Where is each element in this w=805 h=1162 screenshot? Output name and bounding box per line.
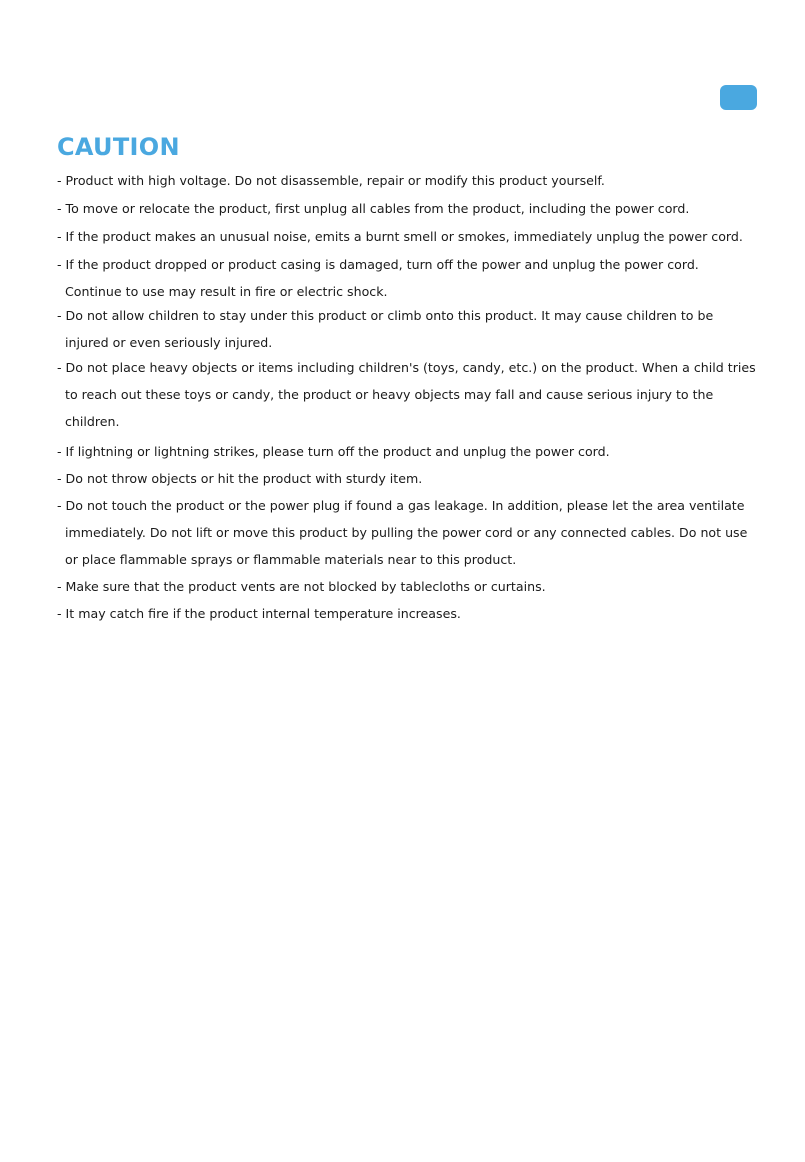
caution-item: - It may catch fire if the product internal temperature increases. [57, 606, 461, 621]
caution-item-continued: children. [65, 414, 120, 429]
caution-item: - Do not allow children to stay under this product or climb onto this product. It may cause children to be [57, 308, 714, 323]
caution-item-continued: to reach out these toys or candy, the product or heavy objects may fall and cause serious injury to the [65, 387, 714, 402]
caution-item: - Do not place heavy objects or items including children's (toys, candy, etc.) on the product. When a child tries [57, 360, 756, 375]
caution-item: - Make sure that the product vents are not blocked by tablecloths or curtains. [57, 579, 546, 594]
caution-item: - Do not touch the product or the power plug if found a gas leakage. In addition, please let the area ventilate [57, 498, 745, 513]
caution-item: - If the product makes an unusual noise, emits a burnt smell or smokes, immediately unplug the power cord. [57, 229, 743, 244]
caution-item: - If the product dropped or product casing is damaged, turn off the power and unplug the power cord. [57, 257, 699, 272]
caution-heading: CAUTION [57, 133, 180, 161]
page-tab-marker [720, 85, 757, 110]
caution-item-continued: immediately. Do not lift or move this product by pulling the power cord or any connected cables. Do not use [65, 525, 748, 540]
caution-item: - To move or relocate the product, first unplug all cables from the product, including the power cord. [57, 201, 690, 216]
caution-item: - Do not throw objects or hit the product with sturdy item. [57, 471, 423, 486]
caution-item-continued: Continue to use may result in fire or electric shock. [65, 284, 388, 299]
caution-item: - If lightning or lightning strikes, please turn off the product and unplug the power cord. [57, 444, 610, 459]
caution-item-continued: injured or even seriously injured. [65, 335, 273, 350]
caution-item-continued: or place flammable sprays or flammable materials near to this product. [65, 552, 517, 567]
caution-item: - Product with high voltage. Do not disassemble, repair or modify this product yourself. [57, 173, 605, 188]
